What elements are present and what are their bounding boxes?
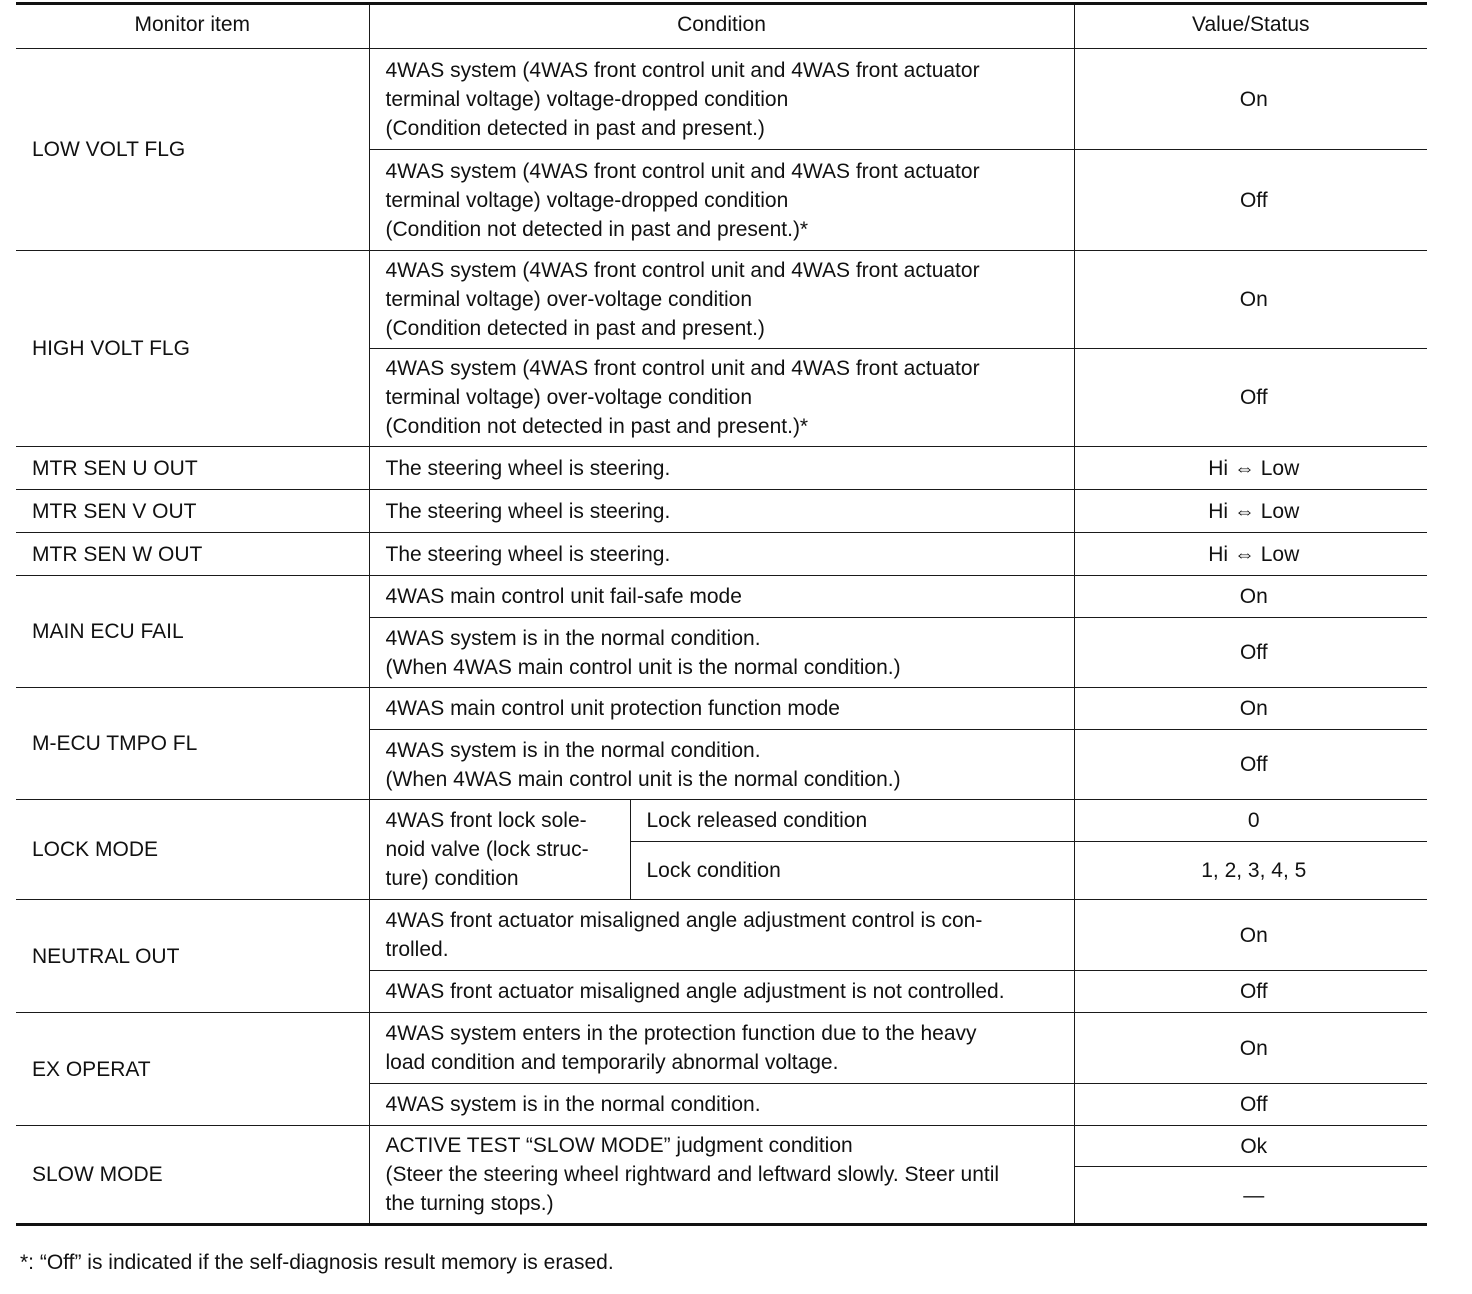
condition-line: (Condition not detected in past and present.)* <box>385 415 809 438</box>
table-row <box>16 49 1427 150</box>
value-cell: On <box>1074 49 1427 150</box>
condition-cell: 4WAS main control unit protection function mode <box>369 688 1074 730</box>
condition-cell <box>369 49 1074 150</box>
value-cell: Off <box>1074 1084 1427 1126</box>
condition-cell <box>369 1126 1074 1225</box>
condition-cell <box>369 900 1074 971</box>
table-row <box>16 447 1427 490</box>
condition-line: 4WAS system enters in the protection function due to the heavy <box>385 1022 977 1045</box>
condition-line: terminal voltage) over-voltage condition <box>385 386 753 409</box>
condition-line: 4WAS system (4WAS front control unit and 4WAS front actuator <box>385 159 980 183</box>
condition-line: 4WAS front lock sole- <box>385 809 587 832</box>
condition-cell: The steering wheel is steering. <box>369 490 1074 533</box>
value-cell: On <box>1074 1013 1427 1084</box>
condition-line: 4WAS system (4WAS front control unit and 4WAS front actuator <box>385 58 980 82</box>
condition-cell <box>369 150 1074 251</box>
condition-cell <box>369 1013 1074 1084</box>
condition-line: (Condition detected in past and present.) <box>385 116 765 140</box>
value-cell: Off <box>1074 730 1427 800</box>
monitor-item-cell: LOW VOLT FLG <box>16 49 369 251</box>
monitor-item-cell: SLOW MODE <box>16 1126 369 1225</box>
header-row <box>16 4 1427 49</box>
monitor-item-cell: HIGH VOLT FLG <box>16 251 369 447</box>
monitor-item-cell: NEUTRAL OUT <box>16 900 369 1013</box>
condition-line: 4WAS system (4WAS front control unit and 4WAS front actuator <box>385 259 980 282</box>
value-cell: Hi ⇔ Low <box>1074 490 1427 533</box>
value-cell: Off <box>1074 618 1427 688</box>
table-row <box>16 1013 1427 1084</box>
header-value-status: Value/Status <box>1074 4 1427 49</box>
condition-line: (Condition detected in past and present.) <box>385 317 765 340</box>
value-cell: Off <box>1074 349 1427 447</box>
condition-line: 4WAS system (4WAS front control unit and 4WAS front actuator <box>385 357 980 380</box>
condition-line: noid valve (lock struc- <box>385 838 589 861</box>
table-row <box>16 1126 1427 1167</box>
condition-line: terminal voltage) voltage-dropped condition <box>385 87 789 111</box>
condition-line: (When 4WAS main control unit is the normal condition.) <box>385 767 901 791</box>
condition-line: (Condition not detected in past and present.)* <box>385 217 809 241</box>
footnote: *: “Off” is indicated if the self-diagnosis result memory is erased. <box>20 1251 614 1274</box>
monitor-item-cell: MTR SEN U OUT <box>16 447 369 490</box>
table-row <box>16 688 1427 730</box>
value-cell: Hi ⇔ Low <box>1074 447 1427 490</box>
monitor-item-cell: M-ECU TMPO FL <box>16 688 369 800</box>
value-cell: 1, 2, 3, 4, 5 <box>1074 842 1427 900</box>
condition-cell <box>369 730 1074 800</box>
monitor-item-cell: MAIN ECU FAIL <box>16 576 369 688</box>
monitor-item-cell: MTR SEN V OUT <box>16 490 369 533</box>
value-cell: Hi ⇔ Low <box>1074 533 1427 576</box>
monitor-item-cell: LOCK MODE <box>16 800 369 900</box>
condition-cell: Lock condition <box>630 842 1074 900</box>
condition-cell: Lock released condition <box>630 800 1074 842</box>
value-cell: On <box>1074 688 1427 730</box>
condition-line: 4WAS system is in the normal condition. <box>385 738 761 762</box>
value-cell: Ok <box>1074 1126 1427 1167</box>
condition-cell: The steering wheel is steering. <box>369 533 1074 576</box>
condition-cell: 4WAS front actuator misaligned angle adjustment is not controlled. <box>369 971 1074 1013</box>
condition-cell <box>369 618 1074 688</box>
condition-cell: 4WAS main control unit fail-safe mode <box>369 576 1074 618</box>
table-row <box>16 900 1427 971</box>
value-cell: On <box>1074 251 1427 349</box>
monitor-item-cell: MTR SEN W OUT <box>16 533 369 576</box>
condition-line: 4WAS front actuator misaligned angle adjustment control is con- <box>385 909 983 932</box>
condition-line: terminal voltage) voltage-dropped condition <box>385 188 789 212</box>
condition-line: ture) condition <box>385 867 519 890</box>
condition-cell: 4WAS system is in the normal condition. <box>369 1084 1074 1126</box>
condition-cell <box>369 251 1074 349</box>
value-cell: On <box>1074 576 1427 618</box>
header-monitor-item: Monitor item <box>16 4 369 49</box>
value-cell: Off <box>1074 971 1427 1013</box>
condition-line: 4WAS system is in the normal condition. <box>385 626 761 650</box>
table-row <box>16 533 1427 576</box>
table-row <box>16 490 1427 533</box>
condition-line: (Steer the steering wheel rightward and leftward slowly. Steer until <box>385 1163 1000 1186</box>
condition-group-cell <box>369 800 630 900</box>
condition-line: terminal voltage) over-voltage condition <box>385 288 753 311</box>
value-cell: On <box>1074 900 1427 971</box>
value-cell: — <box>1074 1167 1427 1225</box>
monitor-item-cell: EX OPERAT <box>16 1013 369 1126</box>
table-row <box>16 251 1427 349</box>
condition-cell: The steering wheel is steering. <box>369 447 1074 490</box>
condition-line: trolled. <box>385 938 449 961</box>
table-row <box>16 576 1427 618</box>
condition-line: load condition and temporarily abnormal voltage. <box>385 1051 839 1074</box>
monitor-table <box>16 2 1427 1226</box>
value-cell: Off <box>1074 150 1427 251</box>
condition-cell <box>369 349 1074 447</box>
header-condition: Condition <box>369 4 1074 49</box>
table-row <box>16 800 1427 842</box>
condition-line: (When 4WAS main control unit is the normal condition.) <box>385 655 901 679</box>
condition-line: the turning stops.) <box>385 1192 554 1215</box>
condition-line: ACTIVE TEST “SLOW MODE” judgment condition <box>385 1134 853 1157</box>
value-cell: 0 <box>1074 800 1427 842</box>
